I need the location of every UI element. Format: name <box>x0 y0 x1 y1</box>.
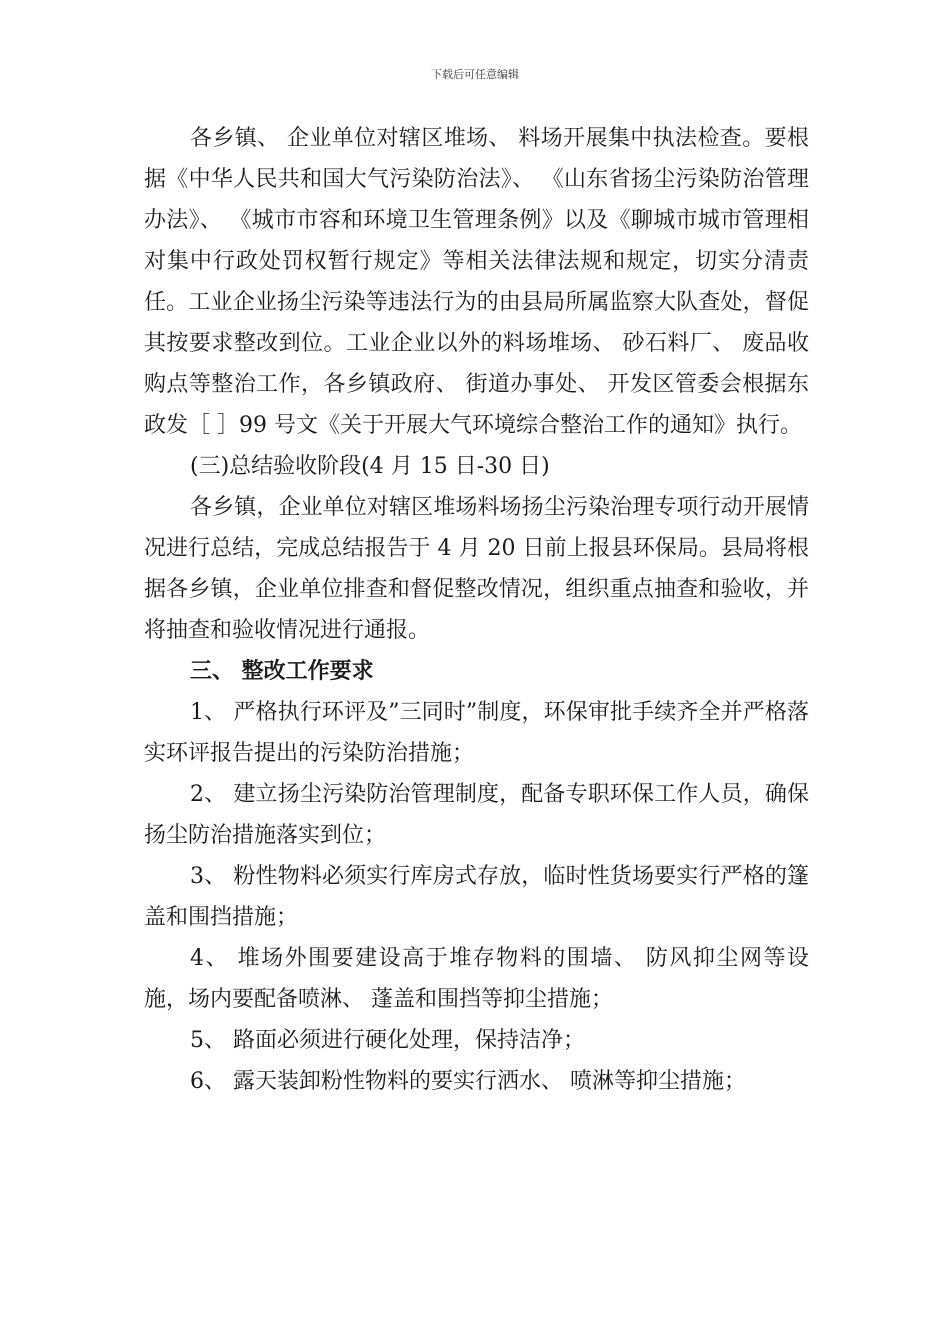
list-item-requirement-6: 6、 露天装卸粉性物料的要实行洒水、 喷淋等抑尘措施； <box>190 1069 746 1094</box>
document-body <box>144 118 809 1102</box>
subheading-summary-stage: (三)总结验收阶段(4 月 15 日-30 日) <box>190 454 550 479</box>
paragraph-enforcement-inspection: 各乡镇、 企业单位对辖区堆场、 料场开展集中执法检查。要根据《中华人民共和国大气污染防治法》、 《山东省扬尘污染防治管理办法》、 《城市市容和环境卫生管理条例》以及《聊城市城市管理相对集中行政处罚权暂行规定》等相关法律法规和规定，切实分清责任。工业企业扬尘污染等违法行为的由县局所属监察大队查处，督促其按要求整改到位。工业企业以外的料场堆场、 砂石料厂、 废品收购点等整治工作，各乡镇政府、 街道办事处、 开发区管委会根据东政发［ ］99 号文《关于开展大气环境综合整治工作的通知》执行。 <box>144 126 809 438</box>
list-item-requirement-1: 1、 严格执行环评及”三同时”制度，环保审批手续齐全并严格落实环评报告提出的污染防治措施； <box>144 700 809 766</box>
list-item-requirement-4: 4、 堆场外围要建设高于堆存物料的围墙、 防风抑尘网等设施，场内要配备喷淋、 蓬盖和围挡等抑尘措施； <box>144 946 809 1012</box>
section-heading-requirements: 三、 整改工作要求 <box>190 658 374 684</box>
list-item-requirement-5: 5、 路面必须进行硬化处理，保持洁净； <box>190 1028 585 1053</box>
paragraph-summary-report: 各乡镇，企业单位对辖区堆场料场扬尘污染治理专项行动开展情况进行总结，完成总结报告于 4 月 20 日前上报县环保局。县局将根据各乡镇，企业单位排查和督促整改情况，组织重点抽查和验收，并将抽查和验收情况进行通报。 <box>144 495 809 643</box>
list-item-requirement-3: 3、 粉性物料必须实行库房式存放，临时性货场要实行严格的篷盖和围挡措施； <box>144 864 809 930</box>
list-item-requirement-2: 2、 建立扬尘污染防治管理制度，配备专职环保工作人员，确保扬尘防治措施落实到位； <box>144 782 809 848</box>
page-header: 下载后可任意编辑 <box>431 68 519 81</box>
